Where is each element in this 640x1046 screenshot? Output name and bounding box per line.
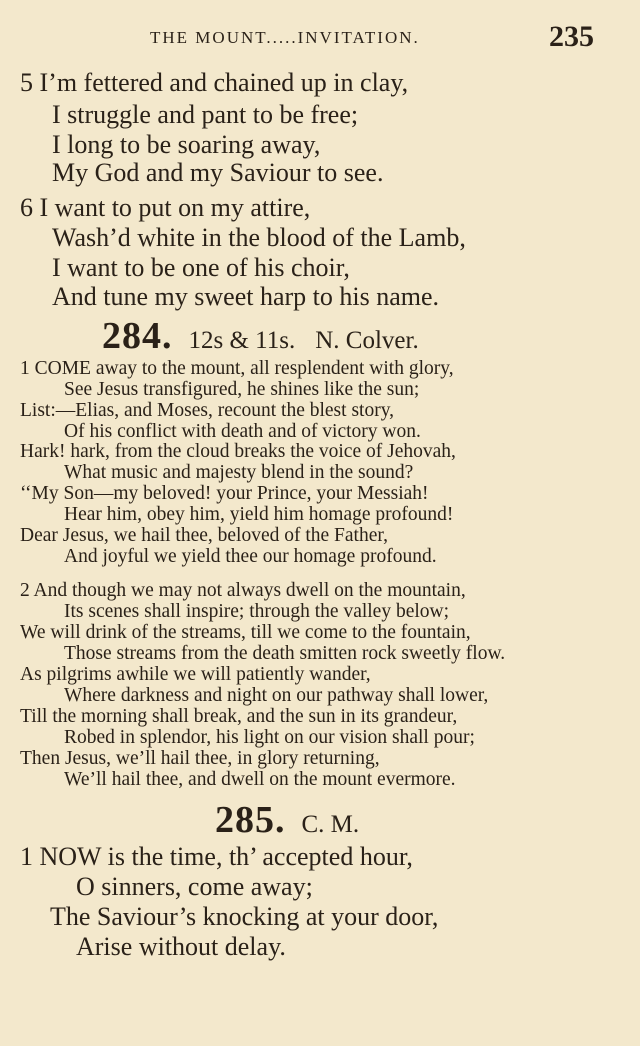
hymn-line: What music and majesty blend in the sound? xyxy=(64,462,414,483)
hymn-heading-284 xyxy=(102,314,419,358)
hymn-line: Hear him, obey him, yield him homage profound! xyxy=(64,504,454,525)
hymn-line: Then Jesus, we’ll hail thee, in glory returning, xyxy=(20,748,380,769)
verse-line: My God and my Saviour to see. xyxy=(52,158,384,187)
verse-line: I want to be one of his choir, xyxy=(52,253,350,282)
verse-line: 6 I want to put on my attire, xyxy=(20,193,311,222)
running-head xyxy=(0,20,640,53)
hymn-line: Till the morning shall break, and the sun in its grandeur, xyxy=(20,706,458,727)
hymn-line: Arise without delay. xyxy=(76,932,286,961)
hymn-line: 1 NOW is the time, th’ accepted hour, xyxy=(20,842,413,871)
hymn-line: Robed in splendor, his light on our vision shall pour; xyxy=(64,727,475,748)
hymn-line: 2 And though we may not always dwell on the mountain, xyxy=(20,580,466,601)
hymn-line: Its scenes shall inspire; through the valley below; xyxy=(64,601,450,622)
hymn-line: And joyful we yield thee our homage profound. xyxy=(64,546,437,567)
hymn-line: As pilgrims awhile we will patiently wander, xyxy=(20,664,371,685)
hymn-line: O sinners, come away; xyxy=(76,872,313,901)
hymn-line: We will drink of the streams, till we come to the fountain, xyxy=(20,622,471,643)
hymn-author: N. Colver. xyxy=(315,327,419,354)
verse-line: Wash’d white in the blood of the Lamb, xyxy=(52,223,466,252)
hymn-line: Hark! hark, from the cloud breaks the voice of Jehovah, xyxy=(20,441,456,462)
running-title: THE MOUNT.....INVITATION. xyxy=(150,28,420,47)
verse-line: And tune my sweet harp to his name. xyxy=(52,282,440,311)
verse-line: 5 I’m fettered and chained up in clay, xyxy=(20,68,409,97)
hymn-line: Where darkness and night on our pathway shall lower, xyxy=(64,685,489,706)
hymn-line: Dear Jesus, we hail thee, beloved of the Father, xyxy=(20,525,388,546)
hymn-line: See Jesus transfigured, he shines like the sun; xyxy=(64,379,420,400)
verse-line: I long to be soaring away, xyxy=(52,130,321,159)
hymn-meter: C. M. xyxy=(301,811,360,838)
hymn-meter: 12s & 11s. xyxy=(188,327,296,354)
hymn-line: 1 COME away to the mount, all resplendent with glory, xyxy=(20,358,454,379)
hymn-number: 285. xyxy=(215,799,286,841)
verse-line: I struggle and pant to be free; xyxy=(52,100,359,129)
hymn-line: We’ll hail thee, and dwell on the mount evermore. xyxy=(64,769,456,790)
hymn-line: Those streams from the death smitten rock sweetly flow. xyxy=(64,643,506,664)
hymn-number: 284. xyxy=(102,315,173,357)
hymn-line: ‘‘My Son—my beloved! your Prince, your Messiah! xyxy=(20,483,429,504)
page-number: 235 xyxy=(549,20,594,53)
hymn-line: List:—Elias, and Moses, recount the blest story, xyxy=(20,400,395,421)
hymn-line: Of his conflict with death and of victory won. xyxy=(64,421,421,442)
hymn-line: The Saviour’s knocking at your door, xyxy=(50,902,439,931)
hymn-heading-285 xyxy=(215,798,359,842)
